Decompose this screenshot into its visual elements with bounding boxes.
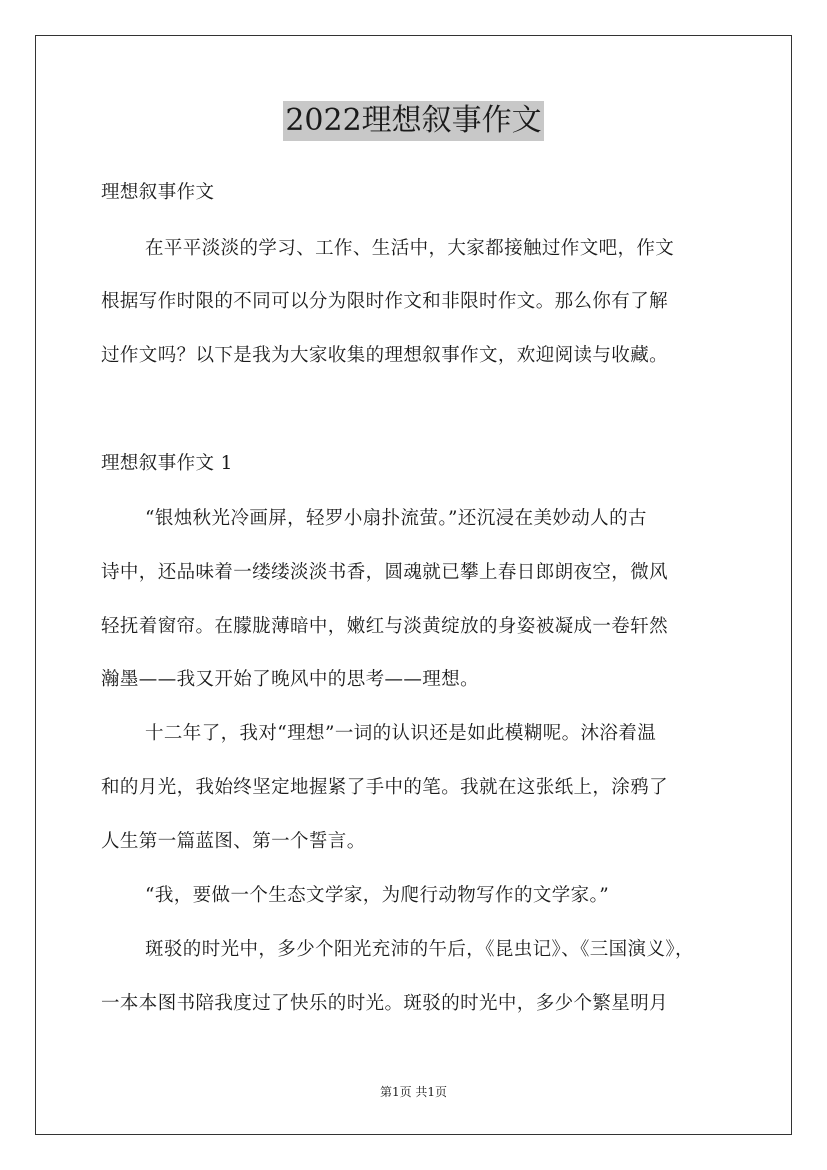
paragraph4-line-2: 一本本图书陪我度过了快乐的时光。斑驳的时光中，多少个繁星明月	[101, 993, 669, 1014]
document-title-text: 2022理想叙事作文	[283, 101, 543, 141]
page-footer: 第1页 共1页	[379, 1085, 448, 1099]
intro-line-3: 过作文吗？以下是我为大家收集的理想叙事作文，欢迎阅读与收藏。	[101, 345, 669, 366]
essay-heading: 理想叙事作文 1	[101, 453, 233, 474]
paragraph1-line-3: 轻抚着窗帘。在朦胧薄暗中，嫩红与淡黄绽放的身姿被凝成一卷轩然	[101, 616, 669, 637]
paragraph2-line-2: 和的月光，我始终坚定地握紧了手中的笔。我就在这张纸上，涂鸦了	[101, 777, 669, 798]
section-heading: 理想叙事作文	[101, 182, 215, 203]
paragraph1-line-1: “银烛秋光冷画屏，轻罗小扇扑流萤。”还沉浸在美妙动人的古	[145, 508, 647, 529]
paragraph4-line-1: 斑驳的时光中，多少个阳光充沛的午后，《昆虫记》、《三国演义》，	[145, 939, 694, 960]
paragraph2-line-1: 十二年了，我对“理想”一词的认识还是如此模糊呢。沐浴着温	[145, 723, 657, 744]
intro-line-1: 在平平淡淡的学习、工作、生活中，大家都接触过作文吧，作文	[145, 238, 675, 259]
document-title	[0, 101, 827, 141]
paragraph1-line-4: 瀚墨——我又开始了晚风中的思考——理想。	[101, 669, 480, 690]
paragraph2-line-3: 人生第一篇蓝图、第一个誓言。	[101, 831, 366, 852]
paragraph3-line-1: “我，要做一个生态文学家，为爬行动物写作的文学家。”	[145, 885, 610, 906]
paragraph1-line-2: 诗中，还品味着一缕缕淡淡书香，圆魂就已攀上春日郎朗夜空，微风	[101, 562, 669, 583]
intro-line-2: 根据写作时限的不同可以分为限时作文和非限时作文。那么你有了解	[101, 291, 669, 312]
